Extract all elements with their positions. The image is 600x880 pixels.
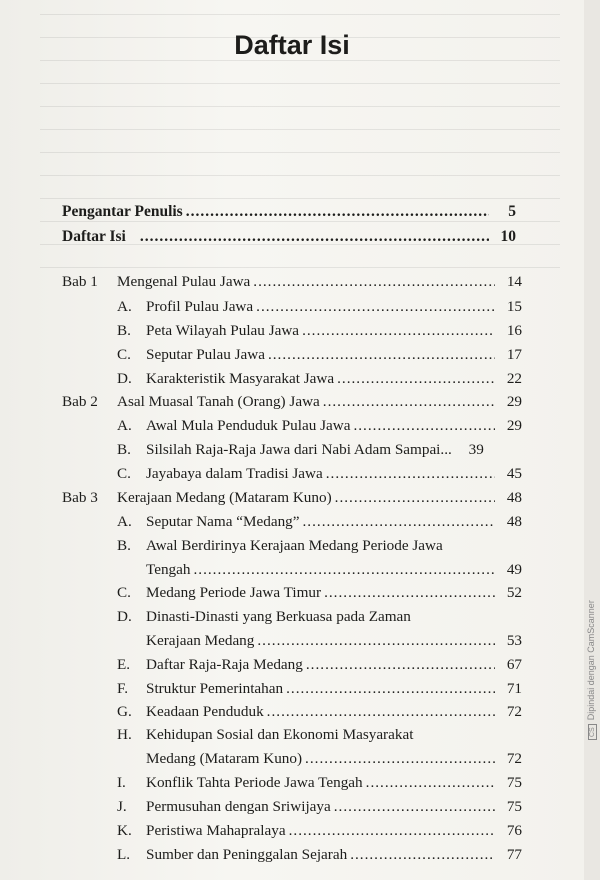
- item-letter: L.: [117, 846, 131, 863]
- toc-item: Jayabaya dalam Tradisi Jawa ..... 45: [146, 465, 522, 483]
- item-letter: B.: [117, 322, 131, 339]
- chapter-entry: Kerajaan Medang (Mataram Kuno) ..... 48: [117, 489, 522, 507]
- toc-item: Silsilah Raja-Raja Jawa dari Nabi Adam Sampai... 39: [146, 441, 484, 458]
- cs-icon: CS: [588, 724, 597, 740]
- chapter-entry: Asal Muasal Tanah (Orang) Jawa ..... 29: [117, 393, 522, 411]
- item-letter: A.: [117, 417, 132, 434]
- toc-item-line2: Tengah ..... 49: [146, 561, 522, 579]
- toc-item: Peta Wilayah Pulau Jawa ..... 16: [146, 322, 522, 340]
- toc-item: Seputar Nama “Medang” ..... 48: [146, 513, 522, 531]
- toc-item: Permusuhan dengan Sriwijaya ..... 75: [146, 798, 522, 816]
- toc-item: Konflik Tahta Periode Jawa Tengah ..... 75: [146, 774, 522, 792]
- toc-item-line1: Kehidupan Sosial dan Ekonomi Masyarakat: [146, 726, 414, 743]
- item-letter: C.: [117, 346, 131, 363]
- item-letter: J.: [117, 798, 127, 815]
- page-title: Daftar Isi: [234, 30, 350, 60]
- chapter-number: Bab 2: [62, 393, 98, 410]
- item-letter: K.: [117, 822, 132, 839]
- entry-label: Pengantar Penulis: [62, 203, 183, 220]
- chapter-number: Bab 1: [62, 273, 98, 290]
- item-letter: E.: [117, 656, 131, 673]
- item-letter: C.: [117, 584, 131, 601]
- toc-item: Seputar Pulau Jawa ..... 17: [146, 346, 522, 364]
- toc-item: Awal Mula Penduduk Pulau Jawa ..... 29: [146, 417, 522, 435]
- toc-item: Sumber dan Peninggalan Sejarah ..... 77: [146, 846, 522, 864]
- toc-item: Karakteristik Masyarakat Jawa ..... 22: [146, 370, 522, 388]
- item-letter: D.: [117, 370, 132, 387]
- toc-item: Peristiwa Mahapralaya ..... 76: [146, 822, 522, 840]
- entry-page: 10: [500, 228, 516, 245]
- toc-item-line1: Awal Berdirinya Kerajaan Medang Periode Jawa: [146, 537, 443, 554]
- item-letter: D.: [117, 608, 132, 625]
- item-letter: H.: [117, 726, 132, 743]
- scanner-watermark: CSDipindai dengan CamScanner: [586, 600, 597, 740]
- item-letter: F.: [117, 680, 129, 697]
- item-letter: B.: [117, 537, 131, 554]
- entry-label: Daftar Isi: [62, 228, 126, 245]
- toc-item-line1: Dinasti-Dinasti yang Berkuasa pada Zaman: [146, 608, 411, 625]
- toc-item: Daftar Raja-Raja Medang ..... 67: [146, 656, 522, 674]
- entry-page: 5: [508, 203, 516, 220]
- toc-item: Struktur Pemerintahan ..... 71: [146, 680, 522, 698]
- toc-item-line2: Medang (Mataram Kuno) ..... 72: [146, 750, 522, 768]
- item-letter: A.: [117, 298, 132, 315]
- item-letter: B.: [117, 441, 131, 458]
- chapter-number: Bab 3: [62, 489, 98, 506]
- toc-item: Keadaan Penduduk ..... 72: [146, 703, 522, 721]
- toc-item-line2: Kerajaan Medang ..... 53: [146, 632, 522, 650]
- item-letter: C.: [117, 465, 131, 482]
- toc-entry-daftar-isi: [62, 228, 516, 246]
- toc-item: Profil Pulau Jawa ..... 15: [146, 298, 522, 316]
- toc-item: Medang Periode Jawa Timur ..... 52: [146, 584, 522, 602]
- chapter-entry: Mengenal Pulau Jawa ..... 14: [117, 273, 522, 291]
- item-letter: I.: [117, 774, 126, 791]
- item-letter: G.: [117, 703, 132, 720]
- item-letter: A.: [117, 513, 132, 530]
- toc-entry-pengantar: [62, 203, 516, 221]
